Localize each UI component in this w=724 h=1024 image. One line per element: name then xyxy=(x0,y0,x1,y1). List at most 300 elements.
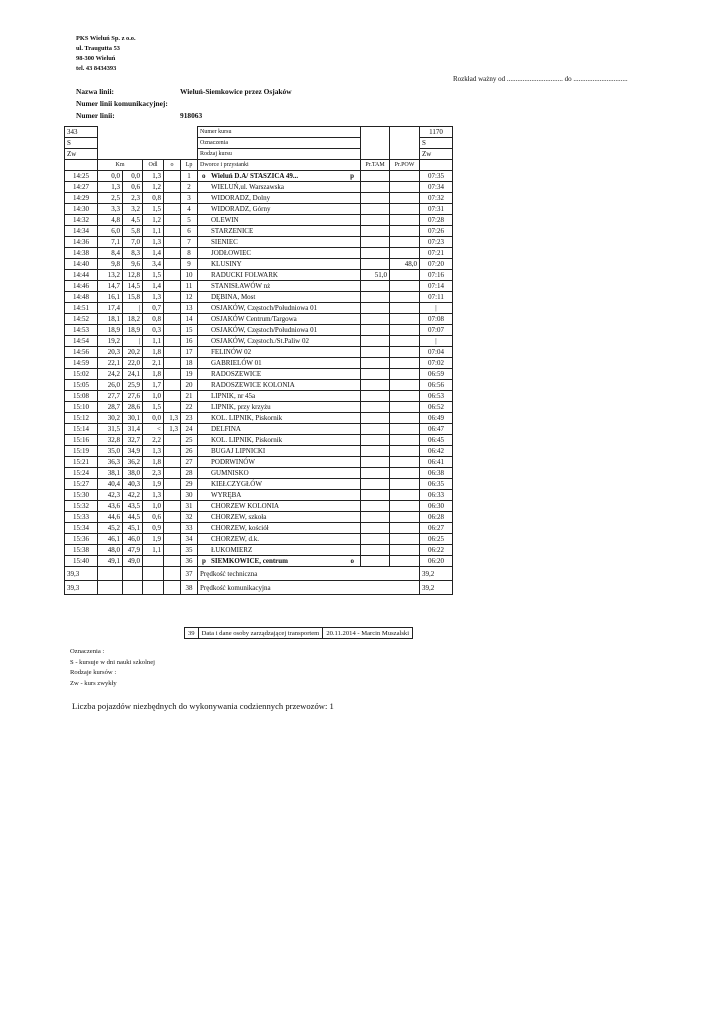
stop-name xyxy=(198,413,361,424)
speed-tam xyxy=(361,369,390,380)
detour xyxy=(164,303,181,314)
km-forward: 42,3 xyxy=(98,490,123,501)
detour xyxy=(164,292,181,303)
return-time: 07:02 xyxy=(420,358,453,369)
return-time: 06:30 xyxy=(420,501,453,512)
km-forward: 3,3 xyxy=(98,204,123,215)
distance: 1,3 xyxy=(143,171,164,182)
return-time: 07:26 xyxy=(420,226,453,237)
stop-name xyxy=(198,237,361,248)
distance: 2,2 xyxy=(143,435,164,446)
departure-time: 15:30 xyxy=(65,490,98,501)
line-comm-label: Numer linii komunikacyjnej: xyxy=(76,99,168,108)
detour xyxy=(164,182,181,193)
stop-label: CHORZEW, d.k. xyxy=(211,535,259,543)
stop-name xyxy=(198,501,361,512)
stop-label: DELFINA xyxy=(211,425,241,433)
detour xyxy=(164,446,181,457)
detour xyxy=(164,215,181,226)
distance: 1,8 xyxy=(143,457,164,468)
company-phone: tel. 43 8434393 xyxy=(76,65,117,72)
departure-time: 14:46 xyxy=(65,281,98,292)
speed-tam xyxy=(361,292,390,303)
table-row xyxy=(65,446,453,457)
table-row xyxy=(65,303,453,314)
stop-name xyxy=(198,545,361,556)
stop-label: GABRIELÓW 01 xyxy=(211,359,262,367)
stop-label: WIELUŃ,ul. Warszawska xyxy=(211,183,284,191)
legend-kind-zw: Zw - kurs zwykły xyxy=(70,679,117,687)
departure-time: 15:21 xyxy=(65,457,98,468)
legend-kinds-title: Rodzaje kursów : xyxy=(70,669,117,676)
speed-tam xyxy=(361,435,390,446)
detour xyxy=(164,534,181,545)
return-time: 06:28 xyxy=(420,512,453,523)
summary-lp: 37 xyxy=(181,567,198,581)
speed-pow xyxy=(390,204,420,215)
km-forward: 48,0 xyxy=(98,545,123,556)
speed-tam xyxy=(361,226,390,237)
km-backward: 30,1 xyxy=(123,413,143,424)
table-row xyxy=(65,534,453,545)
summary-row xyxy=(65,567,453,581)
return-time: 06:52 xyxy=(420,402,453,413)
speed-pow xyxy=(390,347,420,358)
stop-label: JODŁOWIEC xyxy=(211,249,252,257)
km-forward: 8,4 xyxy=(98,248,123,259)
table-row xyxy=(65,402,453,413)
return-time: 07:20 xyxy=(420,259,453,270)
speed-pow xyxy=(390,292,420,303)
stop-label: RADOSZEWICE KOLONIA xyxy=(211,381,295,389)
return-time: 06:20 xyxy=(420,556,453,567)
return-time: 07:35 xyxy=(420,171,453,182)
km-forward: 19,2 xyxy=(98,336,123,347)
col-prtam: Pr.TAM xyxy=(361,160,390,171)
return-time: 07:14 xyxy=(420,281,453,292)
distance: 0,7 xyxy=(143,303,164,314)
timetable xyxy=(64,126,453,595)
speed-pow xyxy=(390,424,420,435)
stop-name xyxy=(198,446,361,457)
distance: 1,7 xyxy=(143,380,164,391)
distance: 1,0 xyxy=(143,501,164,512)
stop-name xyxy=(198,534,361,545)
stop-number: 4 xyxy=(181,204,198,215)
stop-number: 28 xyxy=(181,468,198,479)
table-row xyxy=(65,501,453,512)
course-number-label: Numer kursu xyxy=(198,127,361,138)
speed-tam xyxy=(361,237,390,248)
speed-pow xyxy=(390,380,420,391)
distance: 1,3 xyxy=(143,237,164,248)
distance: 1,2 xyxy=(143,215,164,226)
summary-left: 39,3 xyxy=(65,581,98,595)
speed-pow xyxy=(390,523,420,534)
detour xyxy=(164,336,181,347)
km-forward: 31,5 xyxy=(98,424,123,435)
speed-tam xyxy=(361,281,390,292)
km-backward: | xyxy=(123,336,143,347)
stop-number: 33 xyxy=(181,523,198,534)
return-time: 07:07 xyxy=(420,325,453,336)
mark-label: Oznaczenia xyxy=(198,138,361,149)
speed-pow xyxy=(390,468,420,479)
distance: 0,8 xyxy=(143,314,164,325)
stop-number: 13 xyxy=(181,303,198,314)
km-backward: 38,0 xyxy=(123,468,143,479)
detour xyxy=(164,512,181,523)
company-street: ul. Traugutta 53 xyxy=(76,45,120,52)
stop-label: KLUSINY xyxy=(211,260,242,268)
speed-pow xyxy=(390,479,420,490)
detour xyxy=(164,270,181,281)
return-time: 06:33 xyxy=(420,490,453,501)
table-row xyxy=(65,435,453,446)
km-forward: 46,1 xyxy=(98,534,123,545)
speed-tam xyxy=(361,501,390,512)
return-time: 06:38 xyxy=(420,468,453,479)
km-forward: 35,0 xyxy=(98,446,123,457)
col-prpow: Pr.POW xyxy=(390,160,420,171)
detour xyxy=(164,248,181,259)
return-time: 07:34 xyxy=(420,182,453,193)
distance: 1,5 xyxy=(143,270,164,281)
km-backward: 34,9 xyxy=(123,446,143,457)
departure-time: 14:53 xyxy=(65,325,98,336)
summary-gap-2 xyxy=(123,567,143,581)
speed-tam xyxy=(361,479,390,490)
table-row xyxy=(65,380,453,391)
line-name-label: Nazwa linii: xyxy=(76,87,114,96)
stop-name xyxy=(198,402,361,413)
table-row xyxy=(65,270,453,281)
operator-label: Data i dane osoby zarządzającej transportem xyxy=(198,628,323,639)
detour xyxy=(164,171,181,182)
departure-time: 14:29 xyxy=(65,193,98,204)
line-number-label: Numer linii: xyxy=(76,111,115,120)
table-row xyxy=(65,193,453,204)
departure-time: 15:27 xyxy=(65,479,98,490)
distance: 3,4 xyxy=(143,259,164,270)
speed-pow xyxy=(390,358,420,369)
stop-label: FELINÓW 02 xyxy=(211,348,252,356)
stop-name xyxy=(198,479,361,490)
return-time: 06:49 xyxy=(420,413,453,424)
return-time: 06:27 xyxy=(420,523,453,534)
stop-name xyxy=(198,358,361,369)
km-backward: 36,2 xyxy=(123,457,143,468)
return-time: 07:23 xyxy=(420,237,453,248)
km-forward: 38,1 xyxy=(98,468,123,479)
summary-right: 39,2 xyxy=(420,567,453,581)
stop-label: OSJAKÓW, Częstoch/Południowa 01 xyxy=(211,304,318,312)
distance: 1,1 xyxy=(143,336,164,347)
stop-name xyxy=(198,435,361,446)
km-backward: 14,5 xyxy=(123,281,143,292)
departure-time: 14:52 xyxy=(65,314,98,325)
right-course-mark: S xyxy=(420,138,453,149)
stop-number: 23 xyxy=(181,413,198,424)
stop-number: 34 xyxy=(181,534,198,545)
km-forward: 4,8 xyxy=(98,215,123,226)
km-backward: 22,0 xyxy=(123,358,143,369)
col-odl: Odl xyxy=(143,160,164,171)
km-forward: 43,6 xyxy=(98,501,123,512)
distance: 1,3 xyxy=(143,490,164,501)
detour xyxy=(164,523,181,534)
detour xyxy=(164,556,181,567)
stop-label: OLEWIN xyxy=(211,216,239,224)
validity-range: Rozkład ważny od ................................ do ............................... xyxy=(453,75,628,83)
table-row xyxy=(65,292,453,303)
departure-time: 15:24 xyxy=(65,468,98,479)
table-row xyxy=(65,545,453,556)
speed-tam xyxy=(361,446,390,457)
return-time: 06:25 xyxy=(420,534,453,545)
summary-gap-4 xyxy=(164,567,181,581)
stop-name xyxy=(198,171,361,182)
company-city: 98-300 Wieluń xyxy=(76,55,116,62)
detour xyxy=(164,380,181,391)
stop-name xyxy=(198,457,361,468)
departure-time: 15:19 xyxy=(65,446,98,457)
km-forward: 44,6 xyxy=(98,512,123,523)
stop-label: PODRWINÓW xyxy=(211,458,255,466)
operator-box xyxy=(184,627,413,639)
distance: 1,9 xyxy=(143,534,164,545)
stop-name xyxy=(198,314,361,325)
speed-pow xyxy=(390,512,420,523)
table-row xyxy=(65,226,453,237)
speed-tam xyxy=(361,424,390,435)
stop-name xyxy=(198,226,361,237)
return-time: 07:16 xyxy=(420,270,453,281)
stop-number: 3 xyxy=(181,193,198,204)
return-time: 06:47 xyxy=(420,424,453,435)
km-backward: 3,2 xyxy=(123,204,143,215)
distance: 1,5 xyxy=(143,204,164,215)
table-row xyxy=(65,336,453,347)
speed-tam xyxy=(361,512,390,523)
table-row xyxy=(65,215,453,226)
operator-lp: 39 xyxy=(185,628,199,639)
distance: 1,2 xyxy=(143,182,164,193)
stop-name xyxy=(198,523,361,534)
return-time: 07:31 xyxy=(420,204,453,215)
stop-number: 20 xyxy=(181,380,198,391)
return-time: 06:59 xyxy=(420,369,453,380)
km-forward: 40,4 xyxy=(98,479,123,490)
distance: 0,6 xyxy=(143,512,164,523)
speed-pow xyxy=(390,369,420,380)
speed-tam xyxy=(361,325,390,336)
operator-value: 20.11.2014 - Marcin Muszalski xyxy=(323,628,413,639)
km-backward: 27,6 xyxy=(123,391,143,402)
stop-label: RADUCKI FOLWARK xyxy=(211,271,278,279)
detour xyxy=(164,226,181,237)
stop-end-flag: p xyxy=(350,172,354,180)
detour xyxy=(164,457,181,468)
summary-gap-3 xyxy=(143,567,164,581)
departure-time: 14:38 xyxy=(65,248,98,259)
speed-tam xyxy=(361,347,390,358)
speed-pow xyxy=(390,314,420,325)
stop-label: DĘBINA, Most xyxy=(211,293,256,301)
km-forward: 0,0 xyxy=(98,171,123,182)
return-time: 06:41 xyxy=(420,457,453,468)
km-forward: 6,0 xyxy=(98,226,123,237)
stop-name xyxy=(198,270,361,281)
kind-label: Rodzaj kursu xyxy=(198,149,361,160)
return-time: 07:32 xyxy=(420,193,453,204)
detour xyxy=(164,435,181,446)
departure-time: 14:30 xyxy=(65,204,98,215)
detour: 1,3 xyxy=(164,424,181,435)
stop-name xyxy=(198,490,361,501)
km-backward: 28,6 xyxy=(123,402,143,413)
speed-pow xyxy=(390,413,420,424)
table-row xyxy=(65,259,453,270)
km-backward: 9,6 xyxy=(123,259,143,270)
departure-time: 14:32 xyxy=(65,215,98,226)
stop-name xyxy=(198,380,361,391)
detour: 1,3 xyxy=(164,413,181,424)
stop-number: 1 xyxy=(181,171,198,182)
table-row xyxy=(65,468,453,479)
distance: 1,4 xyxy=(143,281,164,292)
detour xyxy=(164,369,181,380)
km-forward: 27,7 xyxy=(98,391,123,402)
table-row xyxy=(65,424,453,435)
speed-tam xyxy=(361,490,390,501)
stop-number: 7 xyxy=(181,237,198,248)
speed-tam xyxy=(361,391,390,402)
speed-tam xyxy=(361,336,390,347)
detour xyxy=(164,259,181,270)
legend-mark-s: S - kursuje w dni nauki szkolnej xyxy=(70,658,155,666)
legend xyxy=(70,647,155,689)
km-forward: 20,3 xyxy=(98,347,123,358)
km-backward: 15,8 xyxy=(123,292,143,303)
stop-number: 29 xyxy=(181,479,198,490)
stop-name xyxy=(198,468,361,479)
departure-time: 15:34 xyxy=(65,523,98,534)
return-time: 06:56 xyxy=(420,380,453,391)
stop-name xyxy=(198,182,361,193)
table-row xyxy=(65,391,453,402)
km-forward: 22,1 xyxy=(98,358,123,369)
km-forward: 49,1 xyxy=(98,556,123,567)
stop-number: 22 xyxy=(181,402,198,413)
stop-name xyxy=(198,424,361,435)
km-backward: 0,6 xyxy=(123,182,143,193)
speed-tam xyxy=(361,204,390,215)
km-backward: 40,3 xyxy=(123,479,143,490)
km-backward: 47,9 xyxy=(123,545,143,556)
stop-name xyxy=(198,259,361,270)
line-name-row xyxy=(76,87,292,96)
detour xyxy=(164,391,181,402)
stop-number: 16 xyxy=(181,336,198,347)
distance: 0,0 xyxy=(143,413,164,424)
table-row xyxy=(65,369,453,380)
company-name: PKS Wieluń Sp. z o.o. xyxy=(76,35,136,42)
summary-label: Prędkość techniczna xyxy=(198,567,420,581)
speed-pow xyxy=(390,270,420,281)
stop-label: KIEŁCZYGŁÓW xyxy=(211,480,262,488)
stop-label: RADOSZEWICE xyxy=(211,370,262,378)
km-backward: 31,4 xyxy=(123,424,143,435)
speed-pow xyxy=(390,501,420,512)
km-forward: 18,1 xyxy=(98,314,123,325)
line-number-row xyxy=(76,111,203,120)
stop-number: 10 xyxy=(181,270,198,281)
speed-tam xyxy=(361,545,390,556)
departure-time: 14:51 xyxy=(65,303,98,314)
km-forward: 9,8 xyxy=(98,259,123,270)
distance: 2,1 xyxy=(143,358,164,369)
stop-name xyxy=(198,391,361,402)
departure-time: 14:25 xyxy=(65,171,98,182)
speed-pow xyxy=(390,281,420,292)
speed-pow xyxy=(390,336,420,347)
stop-number: 26 xyxy=(181,446,198,457)
stop-number: 25 xyxy=(181,435,198,446)
departure-time: 15:16 xyxy=(65,435,98,446)
km-backward: 42,2 xyxy=(123,490,143,501)
distance: 0,8 xyxy=(143,193,164,204)
km-forward: 24,2 xyxy=(98,369,123,380)
distance: 1,0 xyxy=(143,391,164,402)
speed-pow xyxy=(390,545,420,556)
km-backward: 44,5 xyxy=(123,512,143,523)
departure-time: 14:59 xyxy=(65,358,98,369)
km-backward: 8,3 xyxy=(123,248,143,259)
return-time: 06:35 xyxy=(420,479,453,490)
departure-time: 15:36 xyxy=(65,534,98,545)
detour xyxy=(164,325,181,336)
table-row xyxy=(65,490,453,501)
speed-tam xyxy=(361,402,390,413)
detour xyxy=(164,314,181,325)
detour xyxy=(164,479,181,490)
stop-label: WIDORADZ, Górny xyxy=(211,205,271,213)
stop-label: KOL. LIPNIK, Piskornik xyxy=(211,436,283,444)
speed-pow xyxy=(390,237,420,248)
km-forward: 26,0 xyxy=(98,380,123,391)
speed-tam xyxy=(361,358,390,369)
summary-row xyxy=(65,581,453,595)
line-number-value: 918063 xyxy=(180,111,203,120)
departure-time: 15:08 xyxy=(65,391,98,402)
stop-number: 19 xyxy=(181,369,198,380)
detour xyxy=(164,347,181,358)
stop-name xyxy=(198,325,361,336)
speed-tam xyxy=(361,215,390,226)
speed-pow: 48,0 xyxy=(390,259,420,270)
stop-number: 2 xyxy=(181,182,198,193)
distance: 0,9 xyxy=(143,523,164,534)
summary-right: 39,2 xyxy=(420,581,453,595)
stop-number: 21 xyxy=(181,391,198,402)
speed-tam xyxy=(361,259,390,270)
summary-gap-1 xyxy=(98,581,123,595)
table-row xyxy=(65,325,453,336)
detour xyxy=(164,281,181,292)
speed-tam xyxy=(361,314,390,325)
vehicles-count: Liczba pojazdów niezbędnych do wykonywania codziennych przewozów: 1 xyxy=(72,701,334,711)
